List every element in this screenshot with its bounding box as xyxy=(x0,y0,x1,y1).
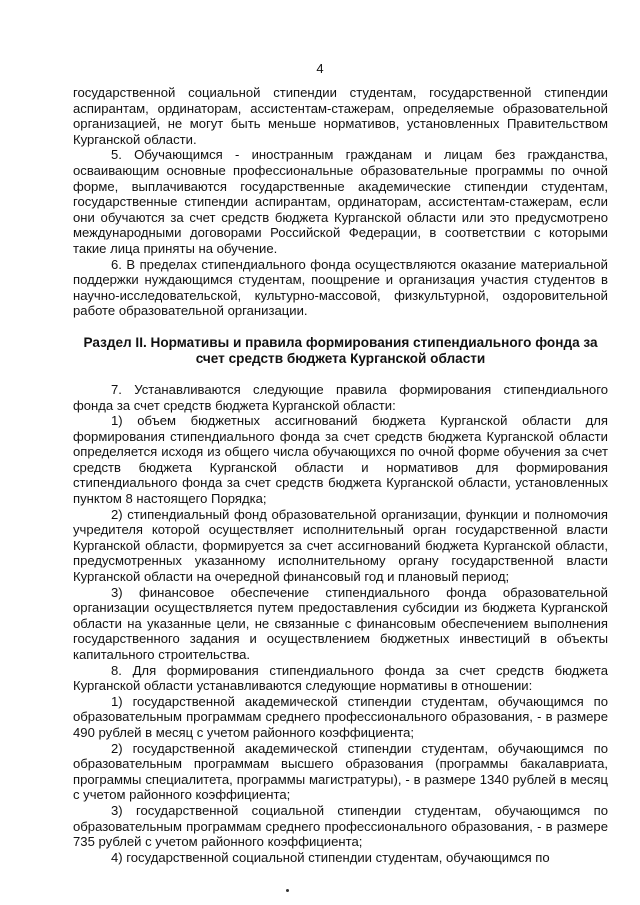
paragraph-continuation: государственной социальной стипендии студентам, государственной стипендии аспирантам, ординаторам, ассистентам-стажерам, определяемые образовательной организацией, не могут быть меньше нормативов, установленных Правительством Курганской области. xyxy=(73,85,608,147)
scan-speck xyxy=(286,889,289,892)
paragraph-item-7-3: 3) финансовое обеспечение стипендиального фонда образовательной организации осуществляется путем предоставления субсидии из бюджета Курганской области на указанные цели, не связанные с финансовым обеспечением выполнения государственного задания и осуществлением бюджетных инвестиций в объекты капитального строительства. xyxy=(73,584,608,662)
section-heading: Раздел II. Нормативы и правила формирования стипендиального фонда за счет средств бюджета Курганской области xyxy=(83,334,598,366)
paragraph-item-8-2: 2) государственной академической стипендии студентам, обучающимся по образовательным программам высшего образования (программы бакалавриата, программы специалитета, программы магистратуры), - в размере 1340 рублей в месяц с учетом районного коэффициента; xyxy=(73,740,608,803)
paragraph-item-8-4: 4) государственной социальной стипендии студентам, обучающимся по xyxy=(111,849,550,865)
paragraph-item-8-1: 1) государственной академической стипендии студентам, обучающимся по образовательным программам среднего профессионального образования, - в размере 490 рублей в месяц с учетом районного коэффициента; xyxy=(73,693,608,740)
paragraph-item-7-1: 1) объем бюджетных ассигнований бюджета Курганской области для формирования стипендиального фонда за счет средств бюджета Курганской области определяется исходя из общего числа обучающихся по очной форме обучения за счет средств бюджета Курганской области и нормативов для формирования стипендиального фонда за счет средств бюджета Курганской области, установленных пунктом 8 настоящего Порядка; xyxy=(73,413,608,507)
paragraph-item-8: 8. Для формирования стипендиального фонда за счет средств бюджета Курганской области устанавливаются следующие нормативы в отношении: xyxy=(73,662,608,694)
paragraph-item-6: 6. В пределах стипендиального фонда осуществляются оказание материальной поддержки нуждающимся студентам, поощрение и организация участия студентов в научно-исследовательской, культурно-массовой, физкультурной, оздоровительной работе образовательной организации. xyxy=(73,256,608,319)
paragraph-item-7: 7. Устанавливаются следующие правила формирования стипендиального фонда за счет средств бюджета Курганской области: xyxy=(73,381,608,413)
page-number: 4 xyxy=(316,61,324,76)
paragraph-item-7-2: 2) стипендиальный фонд образовательной организации, функции и полномочия учредителя которой осуществляет исполнительный орган государственной власти Курганской области, формируется за счет ассигнований бюджета Курганской области, предусмотренных указанному исполнительному органу государственной власти Курганской области на очередной финансовый год и плановый период; xyxy=(73,506,608,585)
document-body xyxy=(73,85,608,865)
paragraph-item-8-3: 3) государственной социальной стипендии студентам, обучающимся по образовательным программам среднего профессионального образования, - в размере 735 рублей с учетом районного коэффициента; xyxy=(73,802,608,850)
paragraph-item-5: 5. Обучающимся - иностранным гражданам и лицам без гражданства, осваивающим основные профессиональные образовательные программы по очной форме, выплачиваются государственные академические стипендии студентам, государственные стипендии аспирантам, ординаторам, ассистентам-стажерам, если они обучаются за счет средств бюджета Курганской области или это предусмотрено международными договорами Российской Федерации, в соответствии с которыми такие лица приняты на обучение. xyxy=(73,147,608,256)
